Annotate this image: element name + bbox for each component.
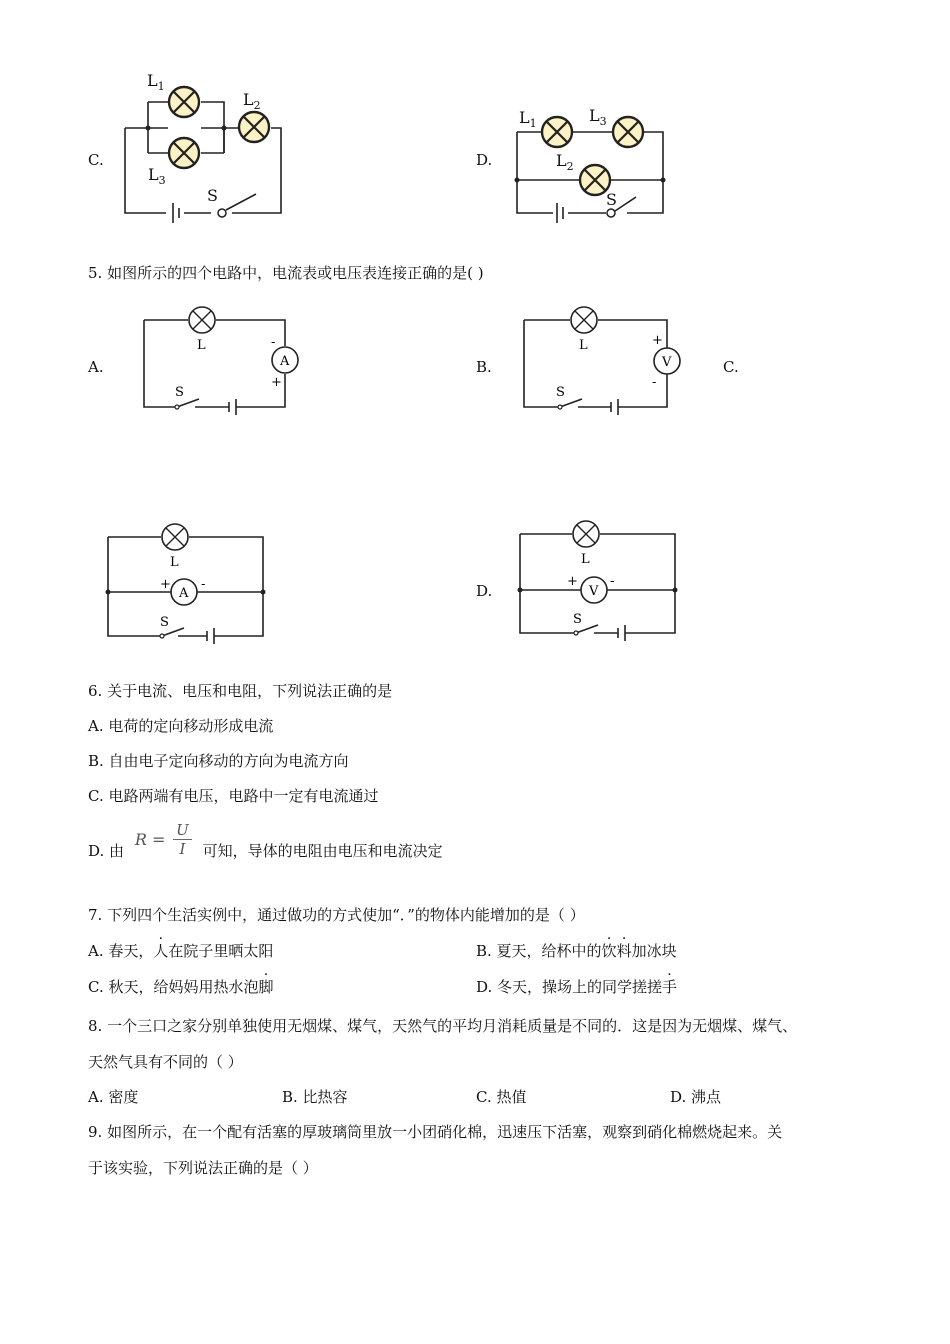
q5-option-b-label: B. — [476, 358, 492, 376]
label-l2: $L_2$ — [556, 151, 574, 173]
svg-text:S: S — [160, 615, 169, 630]
q6-stem: 6. 关于电流、电压和电阻，下列说法正确的是 — [88, 682, 393, 700]
label-l2: $L_2$ — [243, 90, 261, 112]
ohm-formula: R = $\frac{U}{I}$ — [135, 821, 192, 858]
label-s: S — [207, 186, 218, 205]
voltmeter-icon — [581, 577, 607, 603]
q7-option-b: B. 夏天，给杯中的饮料加冰块 — [476, 942, 677, 960]
q8-option-c: C. 热值 — [476, 1088, 527, 1106]
svg-text:V: V — [589, 584, 599, 599]
label-l1: $L_1$ — [519, 108, 537, 130]
q9-stem-line2: 于该实验，下列说法正确的是（ ） — [88, 1159, 318, 1177]
q7-option-a: A. 春天，人在院子里晒太阳 — [88, 942, 274, 960]
svg-text:-: - — [201, 577, 206, 592]
svg-text:A: A — [280, 354, 290, 369]
q6-option-b: B. 自由电子定向移动的方向为电流方向 — [88, 752, 349, 770]
svg-text:+: + — [652, 333, 663, 348]
svg-text:S: S — [556, 385, 565, 400]
lamp-icon — [573, 521, 599, 547]
q7-option-d: D. 冬天，操场上的同学搓搓手 — [476, 978, 678, 996]
q5-stem: 5. 如图所示的四个电路中，电流表或电压表连接正确的是( ) — [88, 264, 484, 282]
q8-option-b: B. 比热容 — [282, 1088, 348, 1106]
q8-stem-line1: 8. 一个三口之家分别单独使用无烟煤、煤气，天然气的平均月消耗质量是不同的．这是因为无烟煤、煤气、 — [88, 1017, 798, 1035]
svg-text:-: - — [610, 574, 615, 589]
label-l3: $L_3$ — [148, 165, 166, 187]
q6-option-c: C. 电路两端有电压，电路中一定有电流通过 — [88, 787, 379, 805]
q8-option-a: A. 密度 — [88, 1088, 139, 1106]
q7-stem: 7. 下列四个生活实例中，通过做功的方式使加“．”的物体内能增加的是（ ） — [88, 906, 585, 924]
q5-option-a-label: A. — [88, 358, 104, 376]
svg-text:V: V — [662, 355, 672, 370]
q4-option-c-label: C. — [88, 151, 104, 169]
q6-option-a: A. 电荷的定向移动形成电流 — [88, 717, 274, 735]
q7-option-c: C. 秋天，给妈妈用热水泡脚 — [88, 978, 274, 996]
svg-text:S: S — [573, 612, 582, 627]
svg-text:-: - — [652, 375, 657, 390]
q8-option-d: D. 沸点 — [670, 1088, 722, 1106]
q8-stem-line2: 天然气具有不同的（ ） — [88, 1053, 243, 1071]
q5-option-c-label: C. — [723, 358, 739, 376]
q9-stem-line1: 9. 如图所示，在一个配有活塞的厚玻璃筒里放一小团硝化棉，迅速压下活塞，观察到硝化棉燃烧起来。关 — [88, 1123, 783, 1141]
label-l3: $L_3$ — [589, 106, 607, 128]
svg-text:L: L — [197, 338, 206, 353]
svg-text:L: L — [581, 552, 590, 567]
svg-text:-: - — [271, 335, 276, 350]
svg-text:+: + — [160, 577, 171, 592]
label-s: S — [606, 190, 617, 209]
svg-text:L: L — [579, 338, 588, 353]
svg-text:L: L — [170, 555, 179, 570]
q6-option-d: D. 由 R = $\frac{U}{I}$ 可知，导体的电阻由电压和电流决定 — [88, 821, 443, 860]
q4-option-d-label: D. — [476, 151, 493, 169]
svg-text:+: + — [567, 574, 578, 589]
label-l1: $L_1$ — [147, 71, 165, 93]
svg-text:S: S — [175, 385, 184, 400]
svg-text:+: + — [271, 375, 282, 390]
svg-text:A: A — [179, 586, 189, 601]
q5-option-d-label: D. — [476, 582, 493, 600]
